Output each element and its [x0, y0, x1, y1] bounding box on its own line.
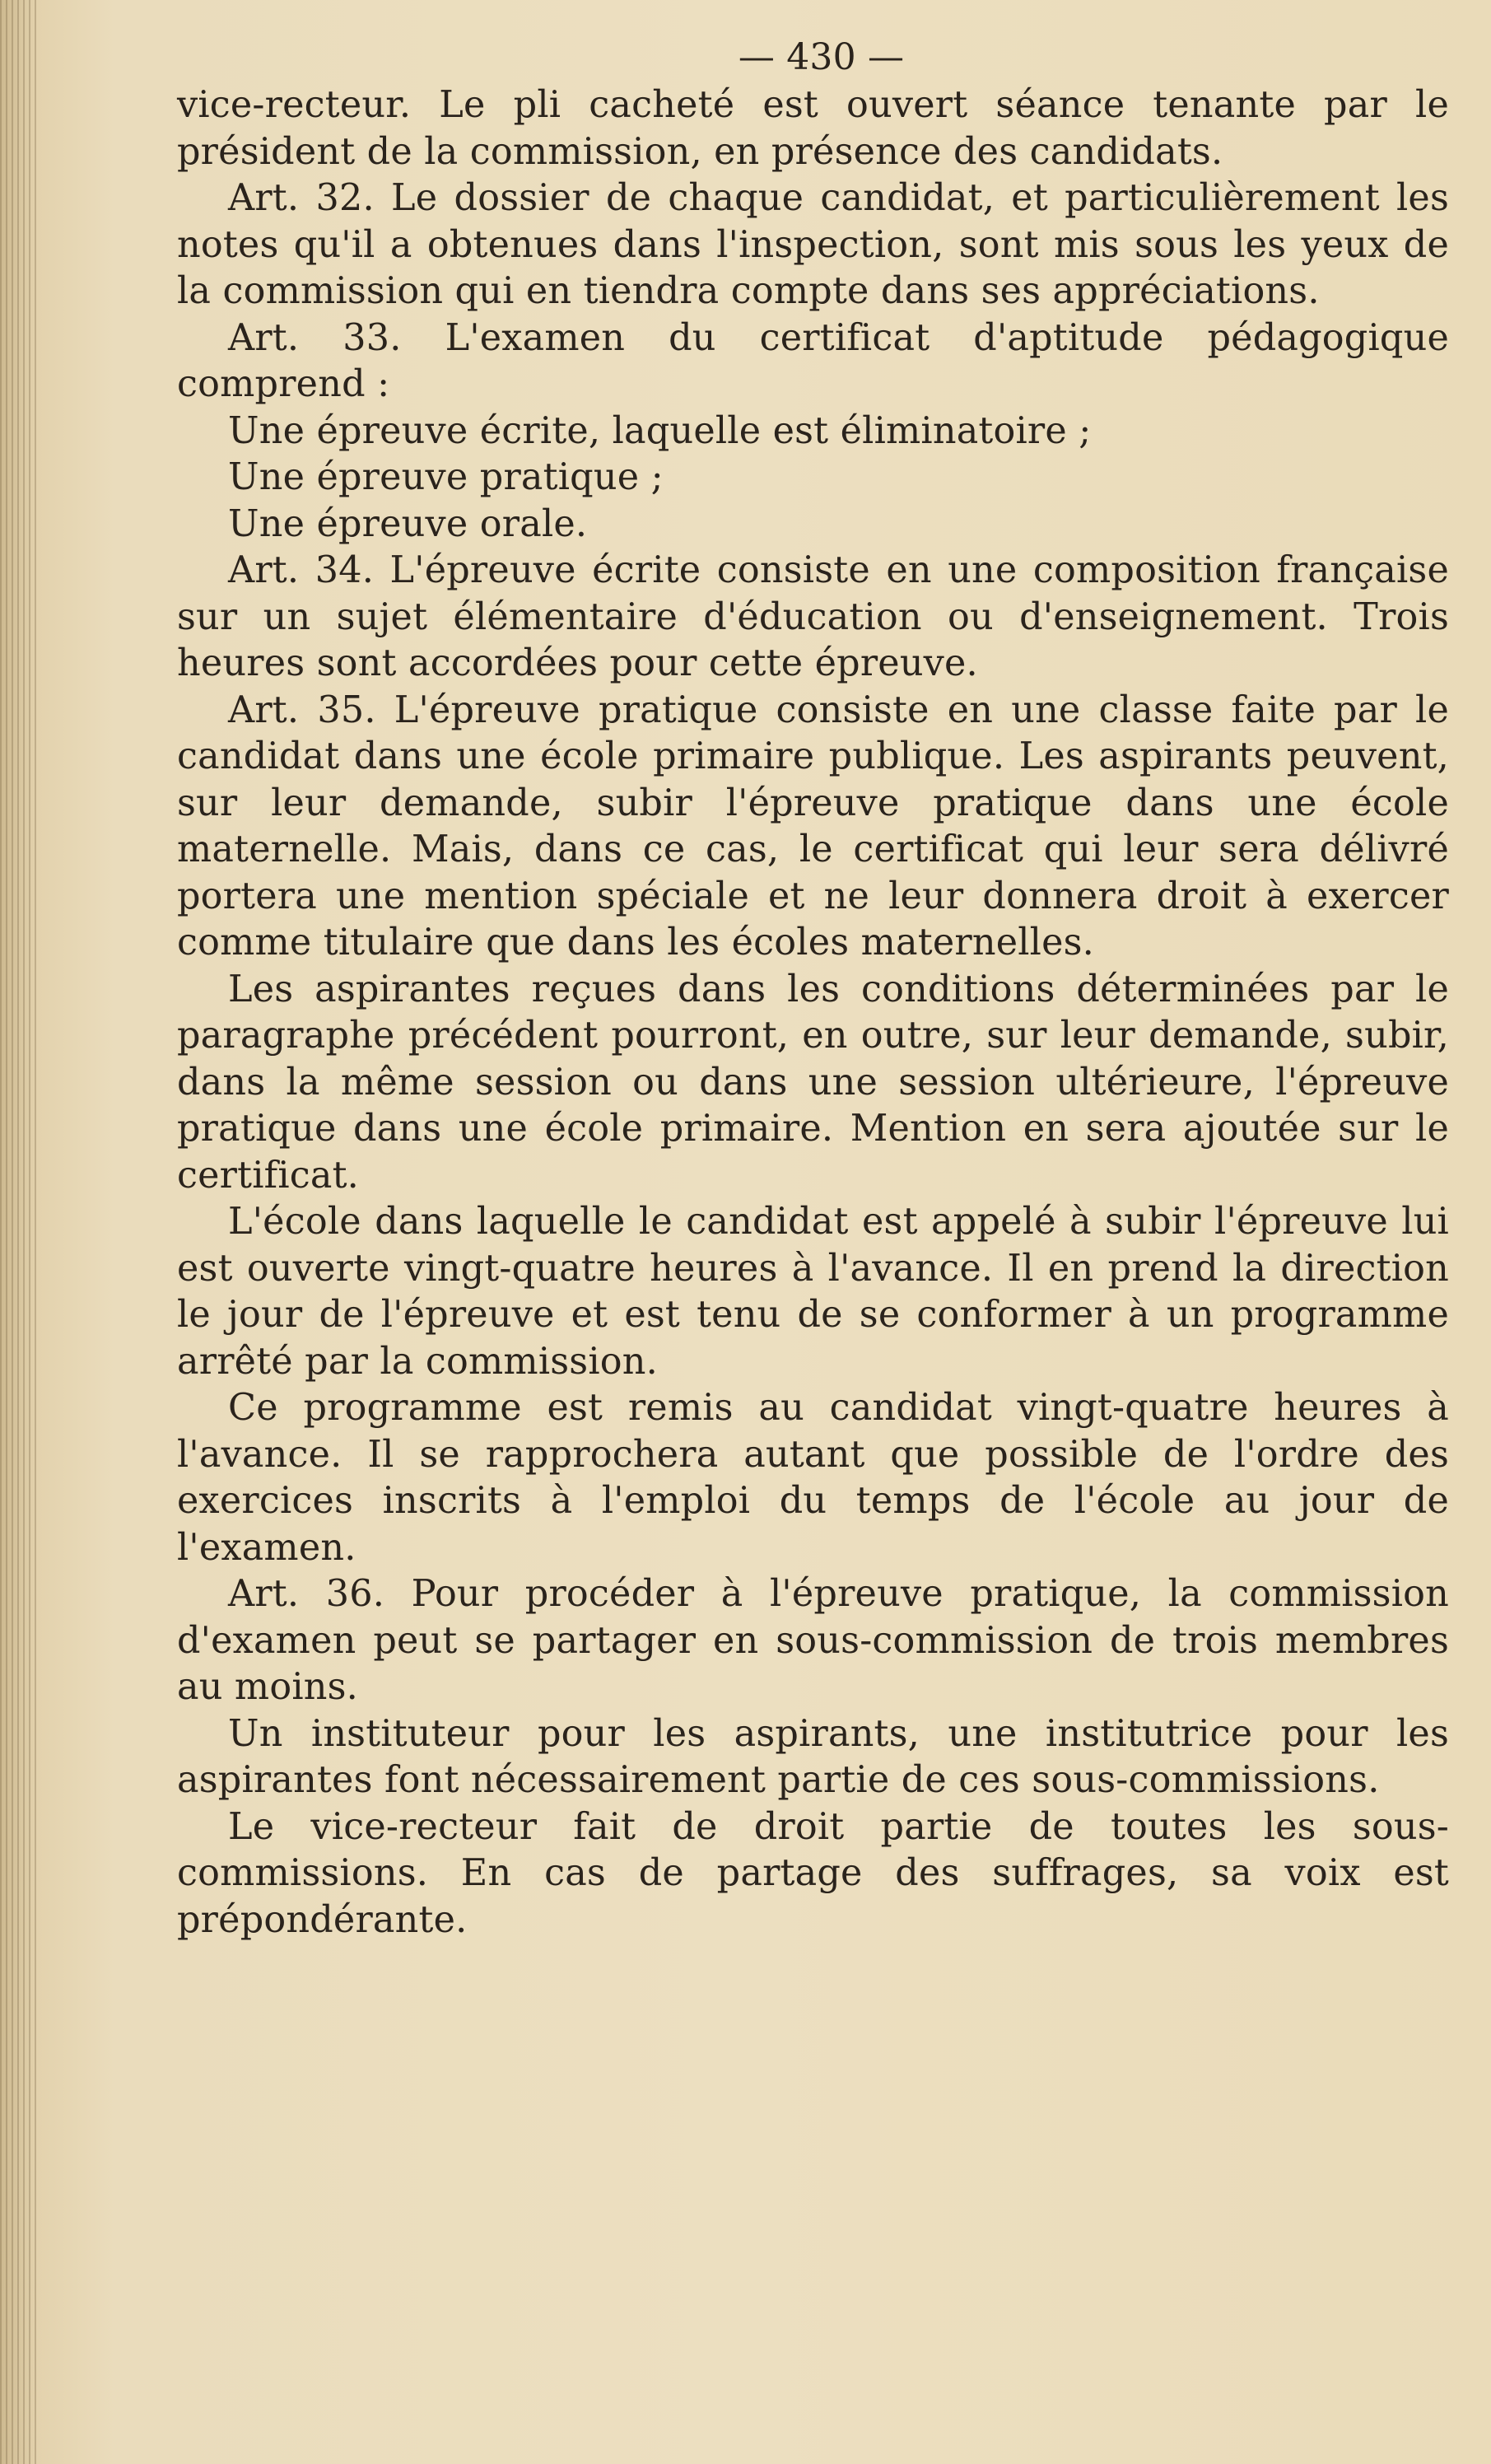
paragraph-aspirantes: Les aspirantes reçues dans les conditions déterminées par le paragraphe précédent pourront, en outre, sur leur demande, subir, dans la même session ou dans une session ultérieure, l'épreuve pratique dans une école primaire. Mention en sera ajoutée sur le certificat. — [177, 968, 1449, 1197]
page-number: — 430 — — [738, 36, 905, 78]
list-item-oral: Une épreuve orale. — [228, 502, 588, 545]
paragraph-art-35: Art. 35. L'épreuve pratique consiste en une classe faite par le candidat dans une école primaire publique. Les aspirants peuvent, sur leur demande, subir l'épreuve pratique dans une école maternelle. Mais, dans ce cas, le certificat qui leur sera délivré portera une mention spéciale et ne leur donnera droit à exercer comme titulaire que dans les écoles maternelles. — [177, 688, 1449, 964]
paragraph-1: vice-recteur. Le pli cacheté est ouvert séance tenante par le président de la commission, en présence des candidats. — [177, 84, 1449, 173]
paragraph-vice-recteur: Le vice-recteur fait de droit partie de toutes les sous-commissions. En cas de partage des suffrages, sa voix est prépondérante. — [177, 1805, 1449, 1941]
paragraph-instituteur: Un instituteur pour les aspirants, une institutrice pour les aspirantes font nécessairement partie de ces sous-commissions. — [177, 1712, 1449, 1801]
list-item-written: Une épreuve écrite, laquelle est éliminatoire ; — [228, 409, 1092, 452]
paragraph-art-34: Art. 34. L'épreuve écrite consiste en une composition française sur un sujet élémentaire d'éducation ou d'enseignement. Trois heures sont accordées pour cette épreuve. — [177, 549, 1449, 684]
paragraph-art-32: Art. 32. Le dossier de chaque candidat, et particulièrement les notes qu'il a obtenues dans l'inspection, sont mis sous les yeux de la commission qui en tiendra compte dans ses appréciations. — [177, 177, 1449, 312]
list-item-practical: Une épreuve pratique ; — [228, 456, 664, 498]
paragraph-art-33: Art. 33. L'examen du certificat d'aptitude pédagogique comprend : — [177, 316, 1449, 405]
text-block — [177, 33, 1449, 1944]
paragraph-ecole: L'école dans laquelle le candidat est appelé à subir l'épreuve lui est ouverte vingt-quatre heures à l'avance. Il en prend la direction le jour de l'épreuve et est tenu de se conformer à un programme arrêté par la commission. — [177, 1201, 1449, 1383]
binding-gutter — [0, 0, 40, 2464]
paragraph-programme: Ce programme est remis au candidat vingt-quatre heures à l'avance. Il se rapprochera autant que possible de l'ordre des exercices inscrits à l'emploi du temps de l'école au jour de l'examen. — [177, 1387, 1449, 1569]
paragraph-art-36: Art. 36. Pour procéder à l'épreuve pratique, la commission d'examen peut se partager en sous-commission de trois membres au moins. — [177, 1573, 1449, 1708]
